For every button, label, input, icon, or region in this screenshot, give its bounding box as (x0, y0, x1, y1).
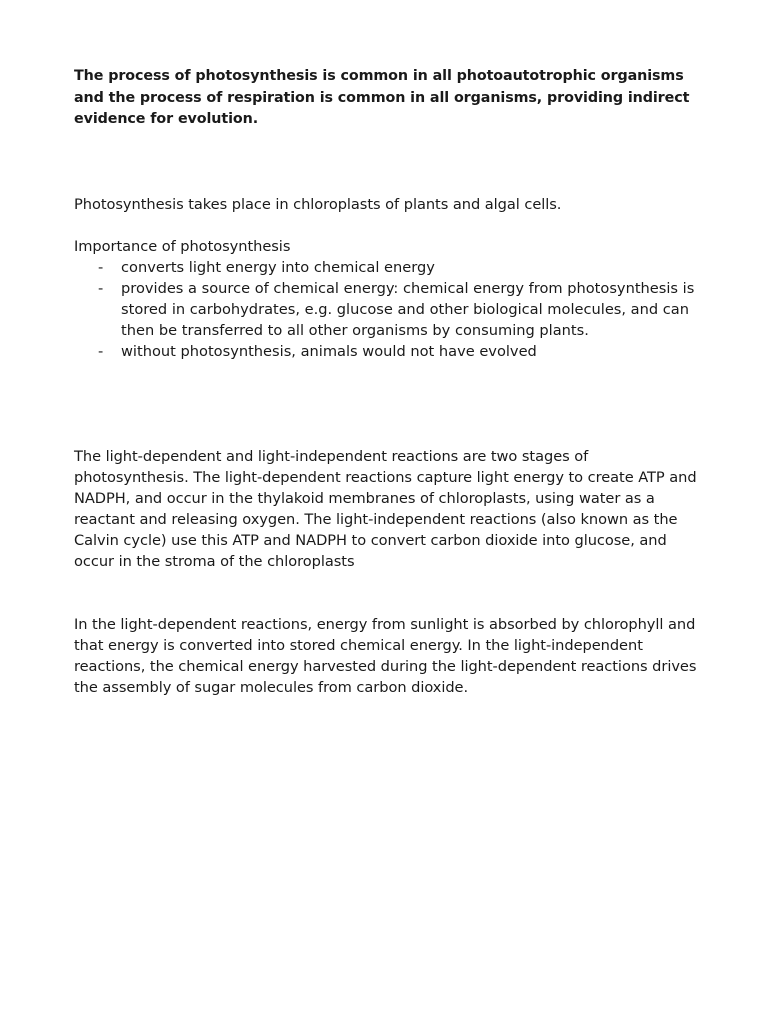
importance-list (74, 257, 704, 362)
list-item (74, 341, 704, 362)
intro-statement: The process of photosynthesis is common in all photoautotrophic organisms and the process of respiration is common in all organisms, providing indirect evidence for evolution. (74, 68, 690, 127)
chloroplast-paragraph: Photosynthesis takes place in chloroplasts of plants and algal cells. (74, 195, 562, 213)
list-item (74, 257, 704, 278)
list-item (74, 278, 704, 341)
list-item-text: provides a source of chemical energy: chemical energy from photosynthesis is stored in carbohydrates, e.g. glucose and other biological molecules, and can then be transferred to all other organisms by consuming plants. (121, 279, 695, 339)
list-item-text: converts light energy into chemical energy (121, 258, 435, 276)
dash-bullet: - (98, 279, 104, 297)
reactions-paragraph: In the light-dependent reactions, energy from sunlight is absorbed by chlorophyll and that energy is converted into stored chemical energy. In the light-independent reactions, the chemical energy harvested during the light-dependent reactions drives the assembly of sugar molecules from carbon dioxide. (74, 615, 697, 696)
list-item-text: without photosynthesis, animals would not have evolved (121, 342, 537, 360)
importance-heading: Importance of photosynthesis (74, 237, 291, 255)
document-page (74, 66, 704, 698)
dash-bullet: - (98, 258, 104, 276)
dash-bullet: - (98, 342, 104, 360)
stages-paragraph: The light-dependent and light-independent reactions are two stages of photosynthesis. The light-dependent reactions capture light energy to create ATP and NADPH, and occur in the thylakoid membranes of chloroplasts, using water as a reactant and releasing oxygen. The light-independent reactions (also known as the Calvin cycle) use this ATP and NADPH to convert carbon dioxide into glucose, and occur in the stroma of the chloroplasts (74, 447, 697, 570)
